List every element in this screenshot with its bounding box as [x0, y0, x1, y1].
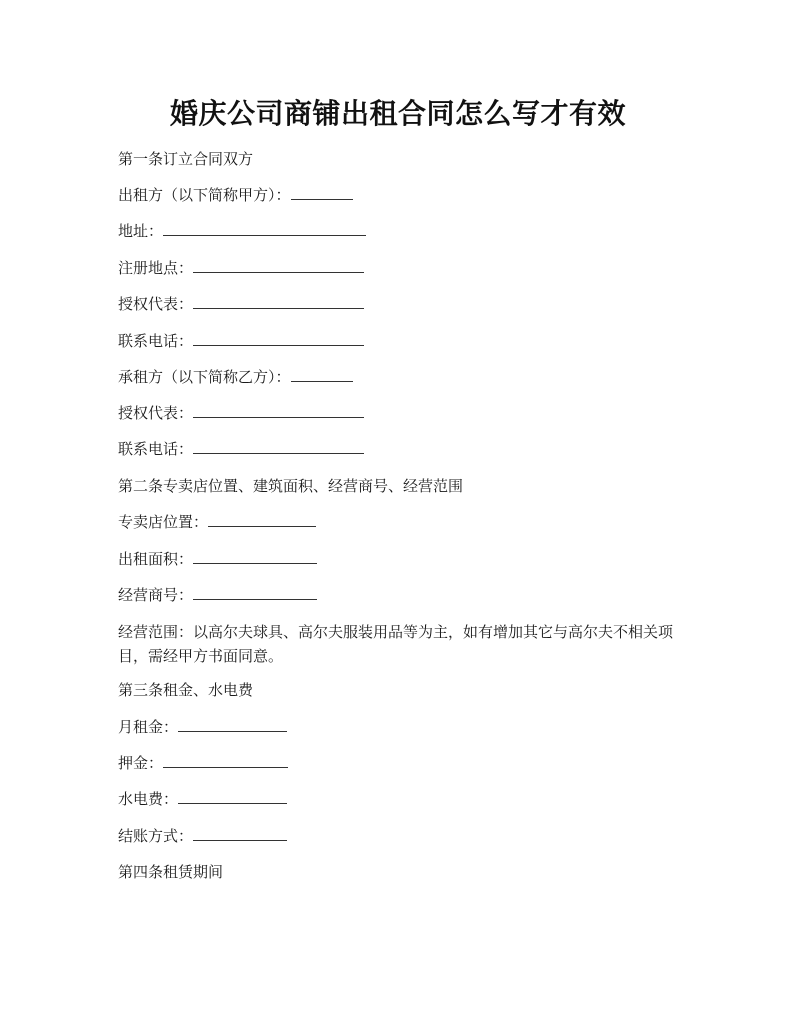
- document-title: 婚庆公司商铺出租合同怎么写才有效: [169, 97, 626, 130]
- business-scope-paragraph: 经营范围：以高尔夫球具、高尔夫服装用品等为主，如有增加其它与高尔夫不相关项目，需经甲方书面同意。: [118, 623, 674, 665]
- authorized-rep-blank: [193, 294, 364, 309]
- business-name-label: 经营商号：: [118, 586, 194, 604]
- settlement-label: 结账方式：: [118, 827, 194, 845]
- business-name-line: [118, 584, 317, 606]
- monthly-rent-blank: [178, 717, 287, 732]
- rental-area-label: 出租面积：: [118, 550, 194, 568]
- registered-place-blank: [193, 258, 364, 273]
- section4-heading: 第四条租赁期间: [118, 863, 224, 881]
- phone-label: 联系电话：: [118, 332, 194, 350]
- monthly-rent-label: 月租金：: [118, 718, 179, 736]
- section3-heading: 第三条租金、水电费: [118, 681, 254, 699]
- monthly-rent-line: [118, 716, 287, 738]
- lessee-authorized-rep-line: [118, 402, 364, 424]
- section1-heading: 第一条订立合同双方: [118, 150, 254, 168]
- lessee-phone-line: [118, 438, 364, 460]
- lessor-label: 出租方（以下简称甲方）：: [118, 186, 291, 204]
- store-location-blank: [208, 512, 316, 527]
- store-location-line: [118, 511, 316, 533]
- lessee-phone-blank: [193, 439, 364, 454]
- utilities-label: 水电费：: [118, 790, 179, 808]
- deposit-blank: [163, 753, 288, 768]
- phone-blank: [193, 331, 364, 346]
- store-location-label: 专卖店位置：: [118, 513, 209, 531]
- rental-area-blank: [193, 549, 317, 564]
- lessee-line: [118, 366, 353, 388]
- deposit-label: 押金：: [118, 754, 164, 772]
- deposit-line: [118, 752, 288, 774]
- address-blank: [163, 221, 366, 236]
- section2-heading: 第二条专卖店位置、建筑面积、经营商号、经营范围: [118, 477, 464, 495]
- lessor-blank: [291, 185, 353, 200]
- utilities-line: [118, 788, 287, 810]
- authorized-rep-line: [118, 293, 364, 315]
- authorized-rep-label: 授权代表：: [118, 295, 194, 313]
- settlement-line: [118, 825, 287, 847]
- registered-place-label: 注册地点：: [118, 259, 194, 277]
- phone-line: [118, 330, 364, 352]
- lessee-authorized-rep-blank: [193, 403, 364, 418]
- lessee-blank: [291, 367, 353, 382]
- lessee-authorized-rep-label: 授权代表：: [118, 404, 194, 422]
- lessor-line: [118, 184, 353, 206]
- settlement-blank: [193, 826, 287, 841]
- lessee-label: 承租方（以下简称乙方）：: [118, 368, 291, 386]
- address-line: [118, 220, 366, 242]
- business-name-blank: [193, 585, 317, 600]
- lessee-phone-label: 联系电话：: [118, 440, 194, 458]
- utilities-blank: [178, 789, 287, 804]
- rental-area-line: [118, 548, 317, 570]
- address-label: 地址：: [118, 222, 164, 240]
- registered-place-line: [118, 257, 364, 279]
